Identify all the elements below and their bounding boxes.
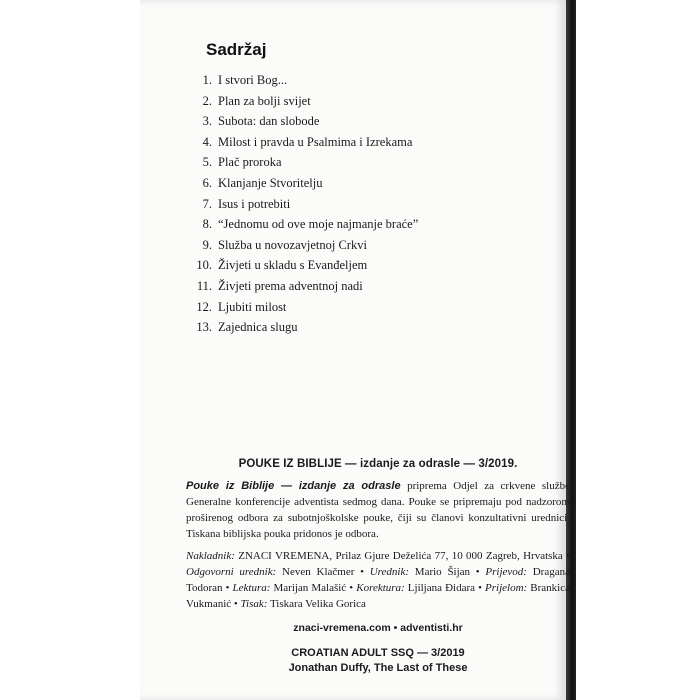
intro-bold: Pouke iz Biblije — izdanje za odrasle bbox=[186, 480, 401, 492]
credit-value: Neven Klačmer • bbox=[276, 566, 370, 578]
table-of-contents bbox=[190, 70, 550, 338]
toc-item-number: 12. bbox=[196, 299, 212, 314]
toc-item bbox=[190, 91, 550, 112]
toc-item bbox=[190, 255, 550, 276]
credit-value: Mario Šijan • bbox=[409, 566, 486, 578]
credit-role: Odgovorni urednik: bbox=[186, 566, 277, 578]
toc-item-number: 9. bbox=[202, 237, 212, 252]
credit-role: Nakladnik: bbox=[186, 550, 235, 562]
toc-item bbox=[190, 111, 550, 132]
toc-item-number: 2. bbox=[202, 93, 212, 108]
toc-item bbox=[190, 152, 550, 173]
ssq-info bbox=[186, 646, 570, 676]
credit-value: Marijan Malašić • bbox=[270, 582, 357, 594]
credit-value: Brankica Vukmanić • bbox=[186, 582, 570, 610]
toc-title: Sadržaj bbox=[206, 40, 267, 59]
credit-role: Urednik: bbox=[369, 566, 410, 578]
toc-item bbox=[190, 276, 550, 297]
toc-item-label: Plač proroka bbox=[218, 155, 282, 170]
toc-item-label: Živjeti prema adventnoj nadi bbox=[218, 278, 363, 293]
credit-value: Ljiljana Đidara • bbox=[404, 582, 486, 594]
intro-text: priprema Odjel za crkvene službe Generalne konferencije adventista sedmog dana. Pouke se pripremaju pod nadzorom proširenog odbora za subotnjoškolske pouke, čiji su članovi konzultativni urednici. Tiskana biblijska pouka pridonos je odbora. bbox=[186, 480, 570, 540]
toc-item-label: Živjeti u skladu s Evanđeljem bbox=[218, 258, 368, 273]
toc-item-number: 6. bbox=[202, 175, 212, 190]
toc-item-number: 8. bbox=[202, 217, 212, 232]
toc-item-number: 4. bbox=[202, 134, 212, 149]
toc-item-label: Isus i potrebiti bbox=[218, 196, 291, 211]
toc-item bbox=[190, 297, 550, 318]
toc-item bbox=[190, 132, 550, 153]
credit-role: Lektura: bbox=[232, 582, 271, 594]
toc-item bbox=[190, 235, 550, 256]
imprint-section bbox=[186, 458, 570, 676]
imprint-title: POUKE IZ BIBLIJE — izdanje za odrasle — 3/2019. bbox=[238, 458, 518, 470]
ssq-line-2: Jonathan Duffy, The Last of These bbox=[288, 662, 468, 674]
toc-item bbox=[190, 214, 550, 235]
credit-value: ZNACI VREMENA, Prilaz Gjure Deželića 77, 10 000 Zagreb, Hrvatska • bbox=[234, 550, 570, 562]
toc-item-number: 5. bbox=[202, 155, 212, 170]
credit-value: Tiskara Velika Gorica bbox=[267, 598, 366, 610]
toc-item-number: 11. bbox=[196, 278, 212, 293]
toc-item bbox=[190, 317, 550, 338]
credit-role: Prijelom: bbox=[485, 582, 528, 594]
toc-item bbox=[190, 70, 550, 91]
credit-role: Tisak: bbox=[240, 598, 268, 610]
toc-item-label: Milost i pravda u Psalmima i Izrekama bbox=[218, 134, 413, 149]
toc-item-label: Zajednica slugu bbox=[218, 320, 298, 335]
imprint-intro bbox=[186, 478, 570, 542]
toc-item-label: “Jednomu od ove moje najmanje braće” bbox=[218, 217, 419, 232]
toc-item bbox=[190, 194, 550, 215]
toc-item-label: Služba u novozavjetnoj Crkvi bbox=[218, 237, 367, 252]
credit-value: Dragana Todoran • bbox=[186, 566, 570, 594]
credit-role: Prijevod: bbox=[485, 566, 527, 578]
toc-item-label: Plan za bolji svijet bbox=[218, 93, 311, 108]
toc-item-label: Ljubiti milost bbox=[218, 299, 287, 314]
toc-item-label: Klanjanje Stvoritelju bbox=[218, 175, 323, 190]
credit-role: Korektura: bbox=[356, 582, 405, 594]
toc-item bbox=[190, 173, 550, 194]
toc-item-label: I stvori Bog... bbox=[218, 73, 288, 87]
toc-item-number: 10. bbox=[196, 258, 212, 273]
toc-item-label: Subota: dan slobode bbox=[218, 114, 320, 129]
imprint-credits bbox=[186, 548, 570, 612]
toc-item-number: 7. bbox=[202, 196, 212, 211]
ssq-line-1: CROATIAN ADULT SSQ — 3/2019 bbox=[291, 647, 465, 659]
toc-item-number: 13. bbox=[196, 320, 212, 335]
toc-item-number: 3. bbox=[202, 114, 212, 129]
toc-item-number: 1. bbox=[202, 73, 212, 87]
background-left bbox=[0, 0, 140, 700]
website-links: znaci-vremena.com • adventisti.hr bbox=[293, 622, 463, 634]
